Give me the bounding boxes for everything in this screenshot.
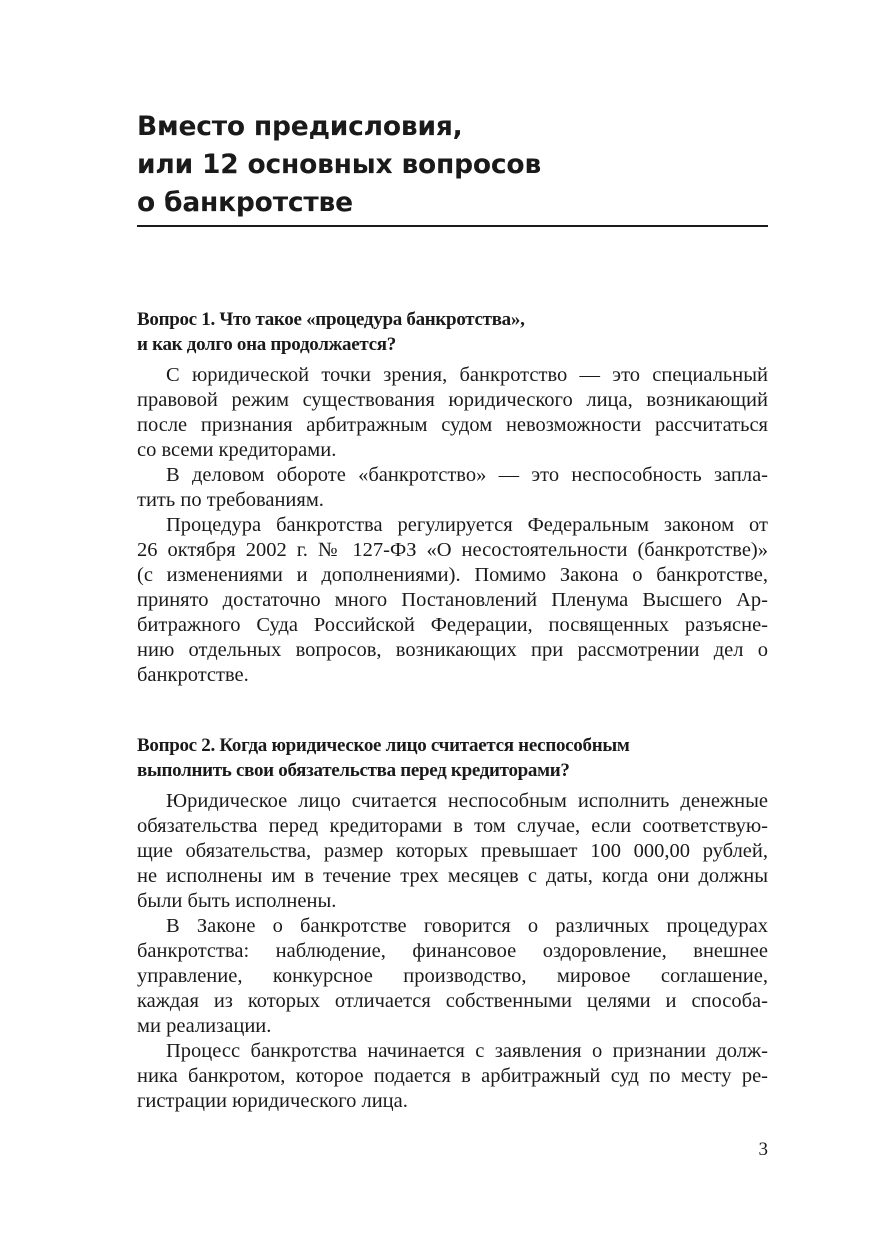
- question-section-1: [137, 307, 768, 688]
- text-line: правовой режим существования юридического лица, возникающий: [137, 389, 768, 411]
- chapter-title: [137, 108, 768, 222]
- text-line: со всеми кредиторами.: [137, 439, 337, 461]
- paragraph: [137, 1039, 768, 1114]
- question-section-2: [137, 733, 768, 1114]
- question-heading-line: и как долго она продолжается?: [137, 334, 396, 355]
- text-line: гистрации юридического лица.: [137, 1090, 408, 1112]
- text-line: В деловом обороте «банкротство» — это неспособность запла-: [166, 464, 768, 486]
- paragraph: [137, 513, 768, 688]
- text-line: С юридической точки зрения, банкротство — это специальный: [166, 364, 768, 386]
- text-line: Процесс банкротства начинается с заявления о признании долж-: [166, 1040, 768, 1062]
- text-line: обязательства перед кредиторами в том случае, если соответствую-: [137, 815, 768, 837]
- question-heading: [137, 733, 768, 783]
- text-line: Процедура банкротства регулируется Федеральным законом от: [166, 514, 768, 536]
- text-line: 26 октября 2002 г. № 127-ФЗ «О несостоятельности (банкротстве)»: [137, 539, 768, 561]
- paragraph: [137, 914, 768, 1039]
- text-line: банкротстве.: [137, 664, 249, 686]
- text-line: Юридическое лицо считается неспособным исполнить денежные: [166, 790, 768, 812]
- text-line: принято достаточно много Постановлений Пленума Высшего Ар-: [137, 589, 768, 611]
- text-line: (с изменениями и дополнениями). Помимо Закона о банкротстве,: [137, 564, 768, 586]
- page-number: 3: [758, 1139, 768, 1160]
- text-line: битражного Суда Российской Федерации, посвященных разъясне-: [137, 614, 768, 636]
- chapter-title-line: или 12 основных вопросов: [137, 149, 542, 180]
- question-heading-line: Вопрос 1. Что такое «процедура банкротства»,: [137, 309, 525, 330]
- chapter-title-line: о банкротстве: [137, 187, 353, 218]
- text-line: банкротства: наблюдение, финансовое оздоровление, внешнее: [137, 940, 768, 962]
- text-line: щие обязательства, размер которых превышает 100 000,00 рублей,: [137, 840, 768, 862]
- question-heading: [137, 307, 768, 357]
- text-line: В Законе о банкротстве говорится о различных процедурах: [166, 915, 768, 937]
- question-heading-line: Вопрос 2. Когда юридическое лицо считается неспособным: [137, 735, 630, 756]
- question-heading-line: выполнить свои обязательства перед кредиторами?: [137, 760, 570, 781]
- text-line: после признания арбитражным судом невозможности рассчитаться: [137, 414, 768, 436]
- text-line: тить по требованиям.: [137, 489, 324, 511]
- text-line: были быть исполнены.: [137, 890, 337, 912]
- text-line: нию отдельных вопросов, возникающих при рассмотрении дел о: [137, 639, 768, 661]
- chapter-title-line: Вместо предисловия,: [137, 111, 463, 142]
- text-line: управление, конкурсное производство, мировое соглашение,: [137, 965, 768, 987]
- paragraph: [137, 363, 768, 463]
- text-line: не исполнены им в течение трех месяцев с даты, когда они должны: [137, 865, 768, 887]
- paragraph: [137, 789, 768, 914]
- text-line: ми реализации.: [137, 1015, 272, 1037]
- text-line: ника банкротом, которое подается в арбитражный суд по месту ре-: [137, 1065, 768, 1087]
- title-divider: [137, 225, 768, 227]
- text-line: каждая из которых отличается собственными целями и способа-: [137, 990, 768, 1012]
- paragraph: [137, 463, 768, 513]
- book-page: [137, 0, 768, 1258]
